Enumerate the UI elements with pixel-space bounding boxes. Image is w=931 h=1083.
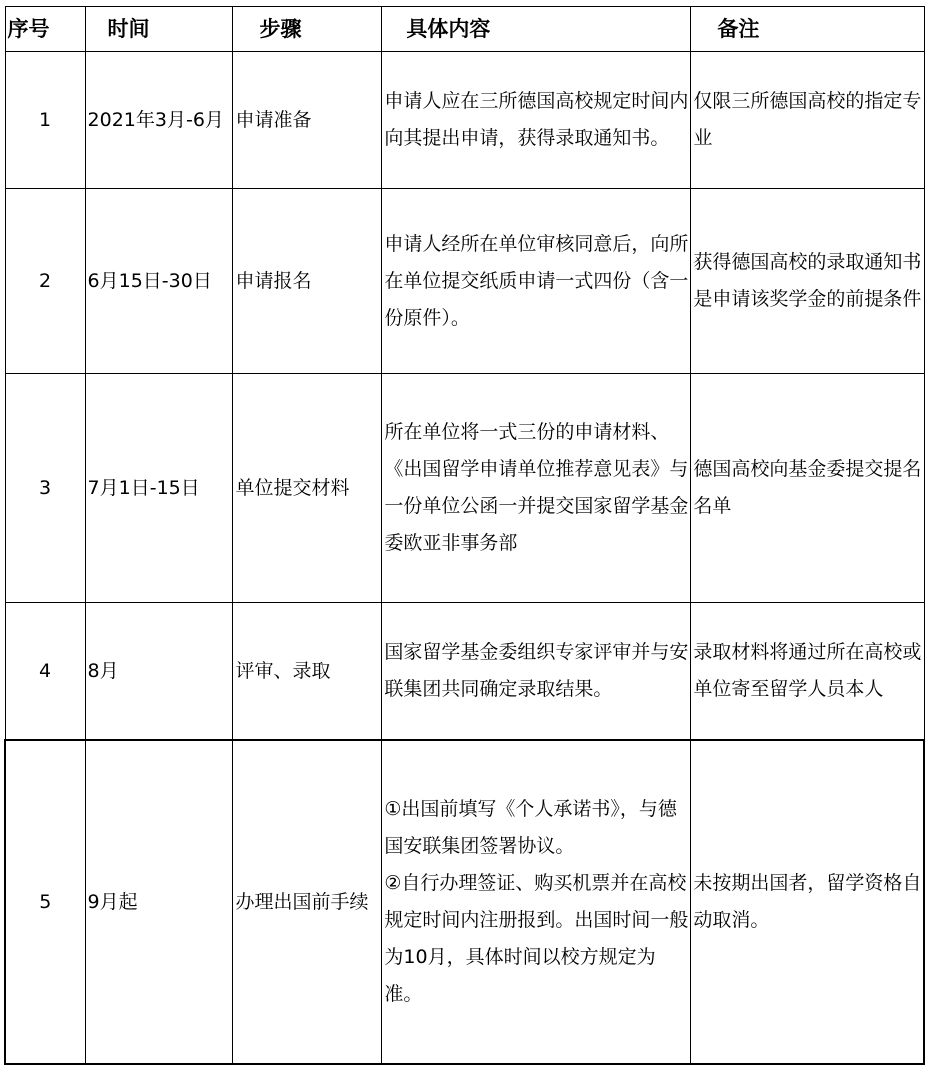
content-line: 申请人经所在单位审核同意后，向所在单位提交纸质申请一式四份（含一份原件）。 <box>384 232 689 329</box>
cell-content <box>382 374 691 603</box>
cell-step: 办理出国前手续 <box>233 740 382 1064</box>
cell-step: 申请报名 <box>233 189 382 374</box>
cell-time: 7月1日-15日 <box>85 374 233 603</box>
header-row <box>5 7 924 52</box>
schedule-table <box>4 6 925 1065</box>
cell-step: 申请准备 <box>233 52 382 189</box>
cell-step: 评审、录取 <box>233 603 382 741</box>
header-step: 步骤 <box>233 7 382 52</box>
cell-note: 录取材料将通过所在高校或单位寄至留学人员本人 <box>691 603 924 741</box>
table-row <box>5 603 924 741</box>
cell-time: 9月起 <box>85 740 233 1064</box>
cell-content <box>382 740 691 1064</box>
cell-content <box>382 189 691 374</box>
cell-num: 5 <box>5 740 85 1064</box>
cell-step: 单位提交材料 <box>233 374 382 603</box>
cell-content <box>382 603 691 741</box>
content-line: 申请人应在三所德国高校规定时间内向其提出申请，获得录取通知书。 <box>384 90 689 149</box>
table-row <box>5 189 924 374</box>
cell-note: 获得德国高校的录取通知书是申请该奖学金的前提条件 <box>691 189 924 374</box>
header-time: 时间 <box>85 7 233 52</box>
schedule-table-container <box>4 6 925 1065</box>
cell-note: 德国高校向基金委提交提名名单 <box>691 374 924 603</box>
table-row <box>5 740 924 1064</box>
cell-num: 2 <box>5 189 85 374</box>
content-line: ①出国前填写《个人承诺书》，与德国安联集团签署协议。 <box>384 798 677 857</box>
cell-content <box>382 52 691 189</box>
header-content: 具体内容 <box>382 7 691 52</box>
table-row <box>5 374 924 603</box>
header-note: 备注 <box>691 7 924 52</box>
table-row <box>5 52 924 189</box>
cell-num: 4 <box>5 603 85 741</box>
cell-num: 3 <box>5 374 85 603</box>
content-line: 国家留学基金委组织专家评审并与安联集团共同确定录取结果。 <box>384 641 689 700</box>
cell-time: 2021年3月-6月 <box>85 52 233 189</box>
cell-note: 未按期出国者，留学资格自动取消。 <box>691 740 924 1064</box>
header-num: 序号 <box>5 7 85 52</box>
content-line: ②自行办理签证、购买机票并在高校规定时间内注册报到。出国时间一般为10月，具体时间以校方规定为准。 <box>384 872 689 1005</box>
cell-time: 6月15日-30日 <box>85 189 233 374</box>
cell-note: 仅限三所德国高校的指定专业 <box>691 52 924 189</box>
cell-num: 1 <box>5 52 85 189</box>
cell-time: 8月 <box>85 603 233 741</box>
content-line: 所在单位将一式三份的申请材料、《出国留学申请单位推荐意见表》与一份单位公函一并提交国家留学基金委欧亚非事务部 <box>384 421 689 554</box>
